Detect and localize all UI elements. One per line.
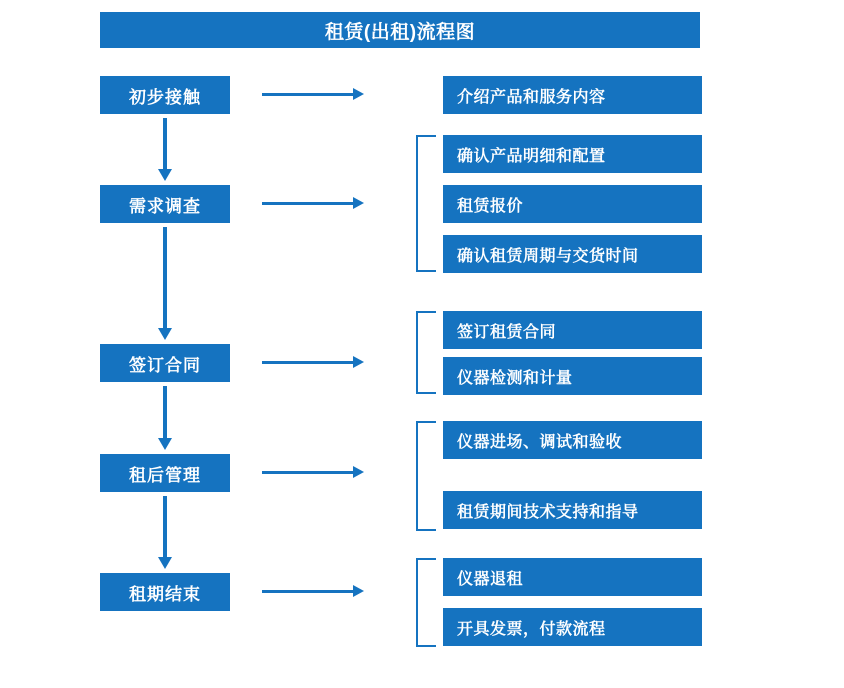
- horizontal-arrow-5: [262, 590, 354, 593]
- vertical-arrow-2-3: [163, 227, 167, 329]
- stage-box-3[interactable]: 签订合同: [100, 344, 230, 382]
- group-bracket-3: [416, 311, 436, 394]
- stage-box-1[interactable]: 初步接触: [100, 76, 230, 114]
- horizontal-arrow-4: [262, 471, 354, 474]
- vertical-arrow-1-2: [163, 118, 167, 170]
- stage-box-5[interactable]: 租期结束: [100, 573, 230, 611]
- detail-box-3[interactable]: 租赁报价: [443, 185, 702, 223]
- detail-box-5[interactable]: 签订租赁合同: [443, 311, 702, 349]
- horizontal-arrow-2: [262, 202, 354, 205]
- detail-box-10[interactable]: 开具发票，付款流程: [443, 608, 702, 646]
- detail-box-6[interactable]: 仪器检测和计量: [443, 357, 702, 395]
- detail-box-7[interactable]: 仪器进场、调试和验收: [443, 421, 702, 459]
- stage-box-4[interactable]: 租后管理: [100, 454, 230, 492]
- detail-box-4[interactable]: 确认租赁周期与交货时间: [443, 235, 702, 273]
- diagram-title: 租赁(出租)流程图: [100, 12, 700, 48]
- vertical-arrow-4-5: [163, 496, 167, 558]
- group-bracket-4: [416, 421, 436, 531]
- detail-box-9[interactable]: 仪器退租: [443, 558, 702, 596]
- horizontal-arrow-1: [262, 93, 354, 96]
- detail-box-8[interactable]: 租赁期间技术支持和指导: [443, 491, 702, 529]
- group-bracket-2: [416, 135, 436, 272]
- detail-box-2[interactable]: 确认产品明细和配置: [443, 135, 702, 173]
- stage-box-2[interactable]: 需求调查: [100, 185, 230, 223]
- vertical-arrow-3-4: [163, 386, 167, 439]
- horizontal-arrow-3: [262, 361, 354, 364]
- group-bracket-5: [416, 558, 436, 647]
- detail-box-1[interactable]: 介绍产品和服务内容: [443, 76, 702, 114]
